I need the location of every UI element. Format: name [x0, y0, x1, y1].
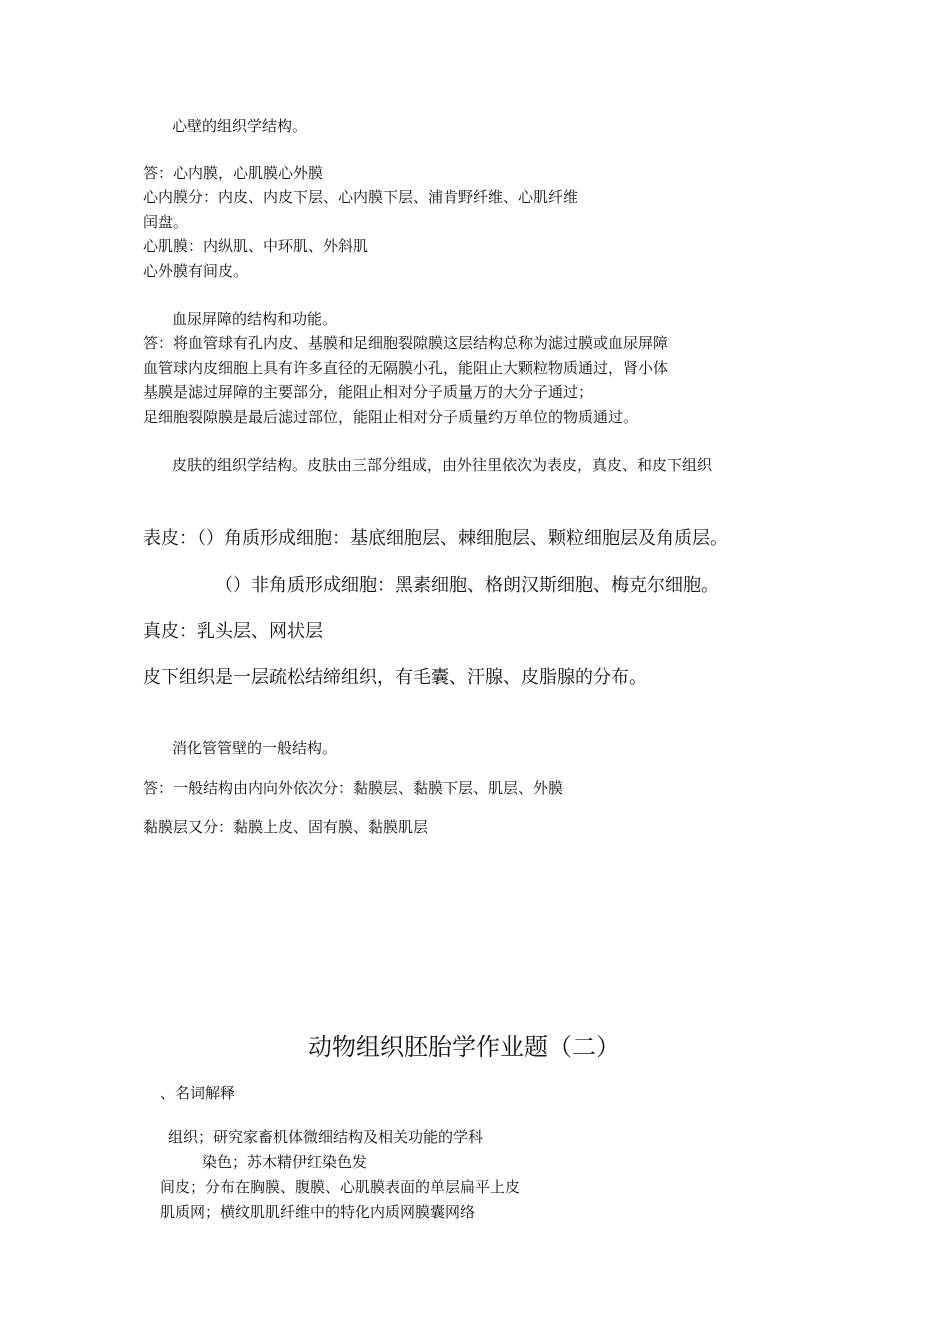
term-item: 染色；苏木精伊红染色发 — [202, 1153, 368, 1171]
epidermis-line-1: 表皮：（）角质形成细胞：基底细胞层、棘细胞层、颗粒细胞层及角质层。 — [143, 528, 728, 549]
question-digestive-wall: 消化管管壁的一般结构。 — [172, 739, 338, 757]
question-skin-structure: 皮肤的组织学结构。皮肤由三部分组成，由外往里依次为表皮，真皮、和皮下组织 — [172, 456, 713, 474]
homework-title: 动物组织胚胎学作业题（二） — [308, 1033, 620, 1061]
endocardium-line: 心内膜分：内皮、内皮下层、心内膜下层、浦肯野纤维、心肌纤维 — [143, 188, 579, 206]
mucosa-line: 黏膜层又分：黏膜上皮、固有膜、黏膜肌层 — [143, 818, 429, 836]
term-item: 组织；研究家畜机体微细结构及相关功能的学科 — [168, 1128, 484, 1146]
endocardium-cont-line: 闰盘。 — [143, 213, 189, 231]
endothelium-line: 血管球内皮细胞上具有许多直径的无隔膜小孔，能阻止大颗粒物质通过，肾小体 — [143, 359, 669, 377]
answer-heart-wall: 答：心内膜，心肌膜心外膜 — [143, 164, 324, 182]
hypodermis-line: 皮下组织是一层疏松结缔组织，有毛囊、汗腺、皮脂腺的分布。 — [143, 667, 647, 688]
question-heart-wall: 心壁的组织学结构。 — [172, 117, 308, 135]
term-item: 间皮；分布在胸膜、腹膜、心肌膜表面的单层扁平上皮 — [160, 1178, 521, 1196]
term-item: 肌质网；横纹肌肌纤维中的特化内质网膜囊网络 — [160, 1203, 476, 1221]
epicardium-line: 心外膜有间皮。 — [143, 262, 249, 280]
answer-blood-urine-barrier: 答：将血管球有孔内皮、基膜和足细胞裂隙膜这层结构总称为滤过膜或血尿屏障 — [143, 334, 669, 352]
answer-digestive-wall: 答：一般结构由内向外依次分：黏膜层、黏膜下层、肌层、外膜 — [143, 779, 564, 797]
dermis-line: 真皮：乳头层、网状层 — [143, 621, 323, 642]
epidermis-line-2: （）非角质形成细胞：黑素细胞、格朗汉斯细胞、梅克尔细胞。 — [215, 575, 719, 596]
section-heading-terms: 、名词解释 — [160, 1084, 236, 1102]
question-blood-urine-barrier: 血尿屏障的结构和功能。 — [172, 310, 338, 328]
basement-membrane-line: 基膜是滤过屏障的主要部分，能阻止相对分子质量万的大分子通过； — [143, 383, 594, 401]
myocardium-line: 心肌膜：内纵肌、中环肌、外斜肌 — [143, 237, 369, 255]
slit-membrane-line: 足细胞裂隙膜是最后滤过部位，能阻止相对分子质量约万单位的物质通过。 — [143, 408, 639, 426]
